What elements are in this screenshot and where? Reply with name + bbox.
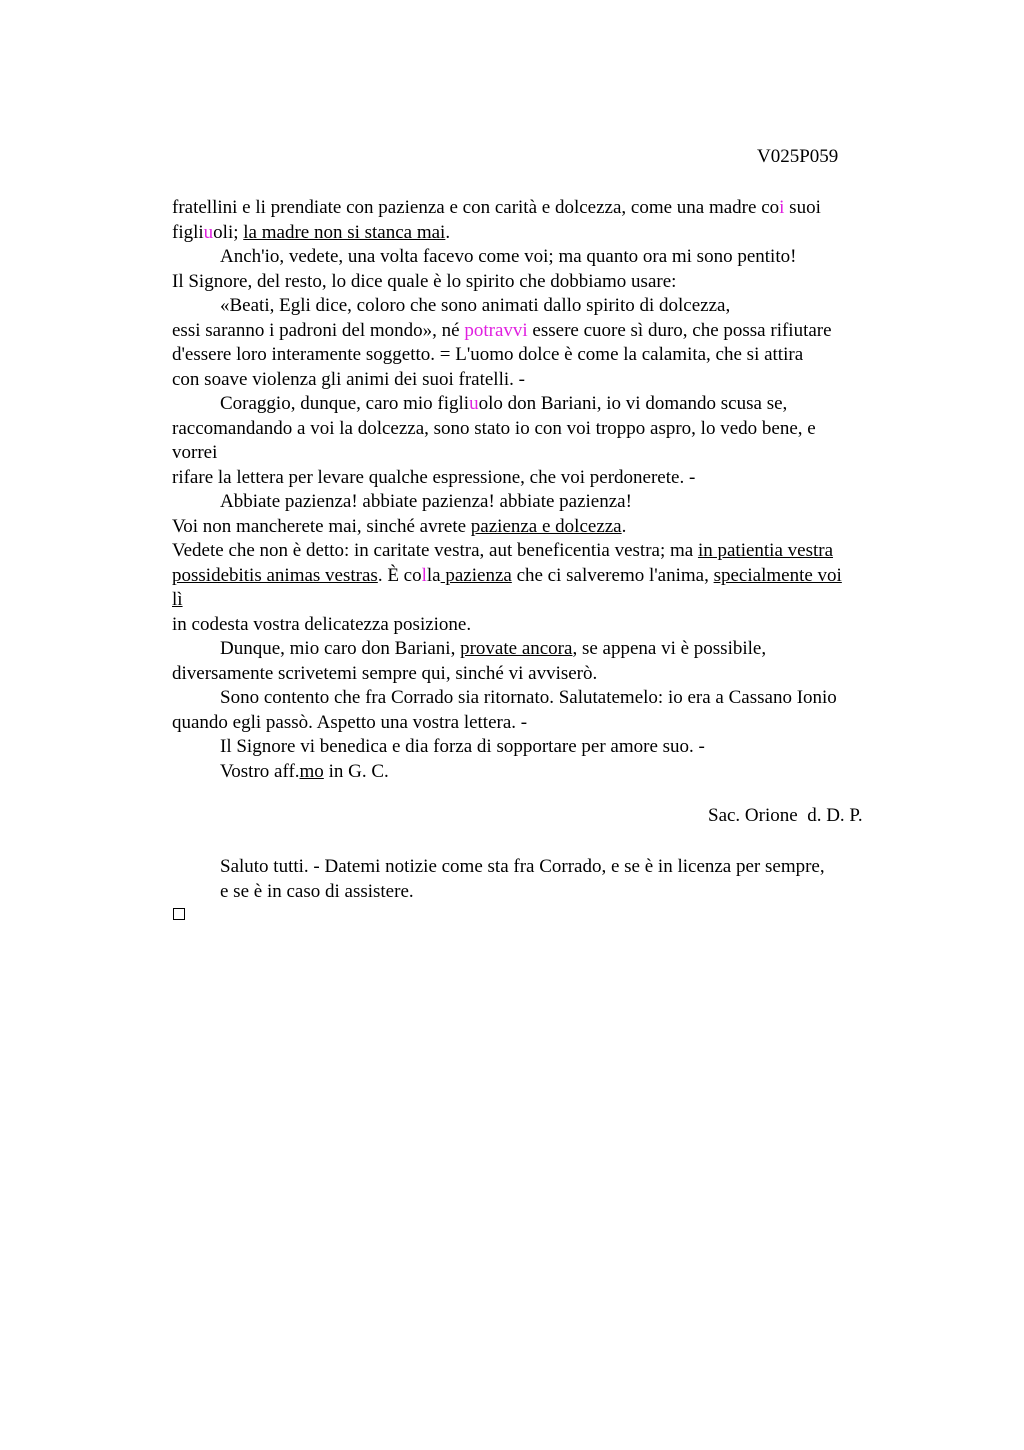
highlighted-text: i (779, 197, 785, 218)
text-line (172, 221, 912, 246)
text-run: figli (172, 221, 204, 243)
text-run: Dunque, mio caro don Bariani, (220, 638, 461, 659)
text-line: Il Signore vi benedica e dia forza di sopportare per amore suo. - (220, 736, 705, 757)
postscript-line: e se è in caso di assistere. (220, 880, 414, 902)
text-run: oli; (213, 221, 244, 243)
text-line: rifare la lettera per levare qualche espressione, che voi perdonerete. - (172, 466, 696, 488)
text-line: diversamente scrivetemi sempre qui, sinché vi avviserò. (172, 662, 598, 684)
text-line (172, 588, 912, 613)
underlined-text: lì (172, 589, 183, 610)
text-line: Abbiate pazienza! abbiate pazienza! abbiate pazienza! (220, 491, 632, 512)
text-run: che ci salveremo l'anima, (511, 564, 714, 586)
text-run: . È co (377, 564, 422, 586)
text-line (172, 392, 912, 417)
text-line: quando egli passò. Aspetto una vostra lettera. - (172, 711, 528, 733)
text-run: essere cuore sì duro, che possa rifiutare (527, 319, 832, 341)
highlighted-text: u (469, 393, 479, 414)
postscript-line: Saluto tutti. - Datemi notizie come sta fra Corrado, e se è in licenza per sempre, (220, 856, 825, 877)
underlined-text: pazienza e dolcezza (470, 515, 622, 537)
text-run: Vedete che non è detto: in caritate vestra, aut beneficentia vestra; ma (172, 540, 698, 561)
text-line: «Beati, Egli dice, coloro che sono animati dallo spirito di dolcezza, (220, 295, 731, 316)
text-run: Voi non mancherete mai, sinché avrete (172, 515, 471, 537)
text-line (172, 196, 912, 221)
text-run: Coraggio, dunque, caro mio figli (220, 393, 470, 414)
text-line (172, 637, 912, 662)
text-run: essi saranno i padroni del mondo», né (172, 319, 465, 341)
page-code: V025P059 (757, 146, 839, 167)
underlined-text: provate ancora (460, 638, 573, 659)
highlighted-text: u (203, 221, 214, 243)
text-run: in G. C. (323, 760, 389, 782)
text-line: in codesta vostra delicatezza posizione. (172, 613, 472, 635)
text-line (172, 760, 912, 785)
text-run: olo don Bariani, io vi domando scusa se, (478, 393, 788, 414)
text-line (172, 515, 912, 540)
text-run: la (426, 564, 441, 586)
text-line (172, 564, 912, 589)
text-run: . (621, 515, 627, 537)
text-line: Sono contento che fra Corrado sia ritornato. Salutatemelo: io era a Cassano Ionio (220, 687, 837, 708)
underlined-text: specialmente voi (713, 564, 842, 586)
underlined-text: la madre non si stanca mai (243, 221, 446, 243)
text-line (172, 539, 912, 564)
text-line: raccomandando a voi la dolcezza, sono stato io con voi troppo aspro, lo vedo bene, e (172, 417, 816, 439)
text-line (172, 319, 912, 344)
text-line: Anch'io, vedete, una volta facevo come voi; ma quanto ora mi sono pentito! (220, 246, 797, 267)
underlined-text: mo (299, 760, 324, 782)
text-run: . (445, 221, 451, 243)
text-run: suoi (784, 197, 821, 218)
text-run: , se appena vi è possibile, (572, 638, 767, 659)
text-line: d'essere loro interamente soggetto. = L'uomo dolce è come la calamita, che si attira (172, 344, 804, 365)
highlighted-text: potravvi (464, 319, 528, 341)
text-run: fratellini e li prendiate con pazienza e con carità e dolcezza, come una madre co (172, 197, 780, 218)
text-line: vorrei (172, 442, 218, 463)
text-line: con soave violenza gli animi dei suoi fratelli. - (172, 368, 525, 390)
highlighted-text: l (421, 564, 427, 586)
underlined-text: in patientia vestra (697, 540, 834, 561)
underlined-text: pazienza (440, 564, 512, 586)
signature: Sac. Orione d. D. P. (708, 805, 863, 826)
text-line: Il Signore, del resto, lo dice quale è lo spirito che dobbiamo usare: (172, 270, 677, 292)
text-run: Vostro aff. (220, 760, 300, 782)
letter-body (172, 196, 912, 784)
postscript (220, 855, 825, 904)
end-marker-box (173, 908, 185, 920)
underlined-text: possidebitis animas vestras (172, 564, 378, 586)
